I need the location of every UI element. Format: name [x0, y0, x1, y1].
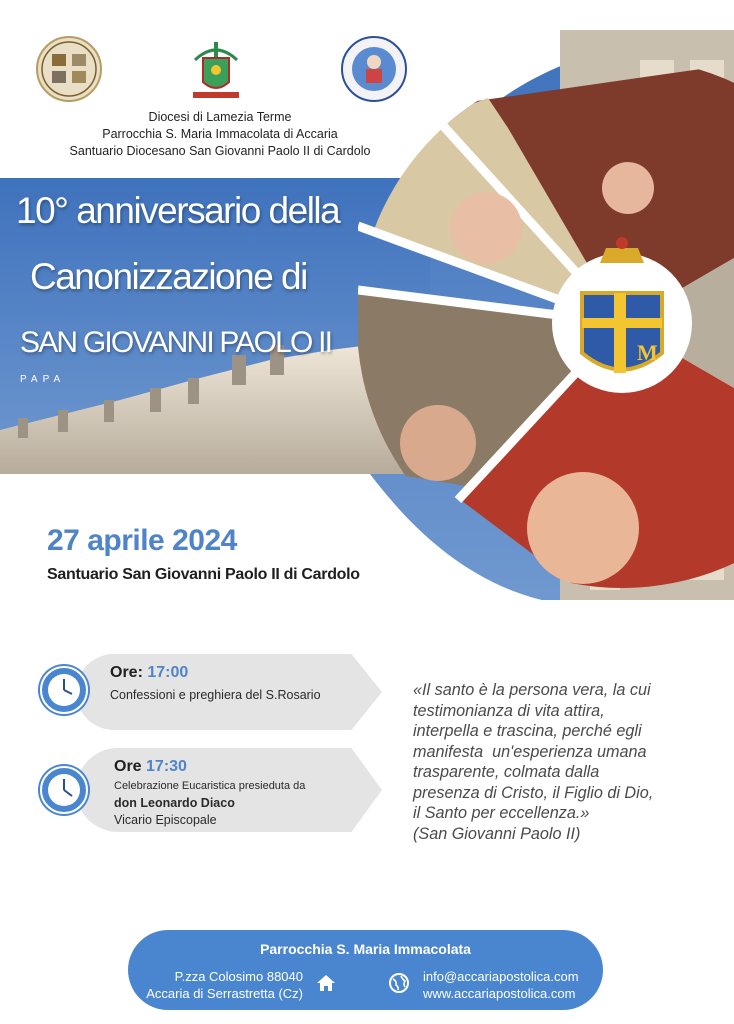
quote-line: presenza di Cristo, il Figlio di Dio,: [413, 783, 654, 802]
quote-line: trasparente, colmata dalla: [413, 763, 600, 781]
footer-website-link[interactable]: www.accariapostolica.com: [423, 986, 576, 1001]
bishop-coat-of-arms: [187, 40, 245, 102]
quote-line: il Santo per eccellenza.»: [413, 804, 590, 822]
title-line-1: 10° anniversario della: [16, 190, 340, 231]
issuer-line-diocese: Diocesi di Lamezia Terme: [148, 110, 292, 124]
globe-icon: [388, 972, 410, 994]
title-line-3: SAN GIOVANNI PAOLO II: [20, 326, 332, 359]
title-line-2: Canonizzazione di: [30, 256, 307, 297]
quote-line: interpella e trascina, perché egli: [413, 722, 642, 740]
schedule-description: Celebrazione Eucaristica presieduta da: [114, 780, 306, 792]
issuer-line-sanctuary: Santuario Diocesano San Giovanni Paolo II di Cardolo: [69, 144, 371, 158]
home-icon: [316, 974, 336, 992]
schedule-time-label: Ore:: [110, 664, 143, 681]
event-date: 27 aprile 2024: [47, 524, 237, 557]
footer-contact-bar: [128, 930, 603, 1010]
event-venue: Santuario San Giovanni Paolo II di Cardolo: [47, 566, 360, 583]
celebrant-name: don Leonardo Diaco: [114, 796, 235, 810]
quote-line: manifesta un'esperienza umana: [413, 742, 647, 761]
clock-icon: [40, 666, 88, 714]
quote-line: testimonianza di vita attira,: [413, 701, 605, 720]
quote-line: «Il santo è la persona vera, la cui: [413, 681, 651, 699]
footer-title: Parrocchia S. Maria Immacolata: [260, 941, 471, 957]
footer-address-line-1: P.zza Colosimo 88040: [174, 969, 303, 984]
clock-icon: [40, 766, 88, 814]
schedule-description: Confessioni e preghiera del S.Rosario: [110, 688, 321, 702]
subtitle-papa: PAPA: [20, 374, 66, 385]
footer-address-line-2: Accaria di Serrastretta (Cz): [146, 986, 303, 1001]
quote: [413, 680, 713, 844]
parish-logo: [36, 36, 102, 102]
celebrant-role: Vicario Episcopale: [114, 813, 217, 827]
quote-attribution: (San Giovanni Paolo II): [413, 824, 581, 843]
sanctuary-logo: [341, 36, 407, 102]
schedule-time: 17:00: [147, 664, 189, 681]
svg-text:M: M: [637, 340, 658, 365]
footer-email-link[interactable]: info@accariapostolica.com: [423, 969, 579, 984]
schedule-time-label: Ore: [114, 758, 142, 775]
schedule-time: 17:30: [146, 758, 187, 775]
issuer-line-parish: Parrocchia S. Maria Immacolata di Accaria: [102, 127, 338, 141]
